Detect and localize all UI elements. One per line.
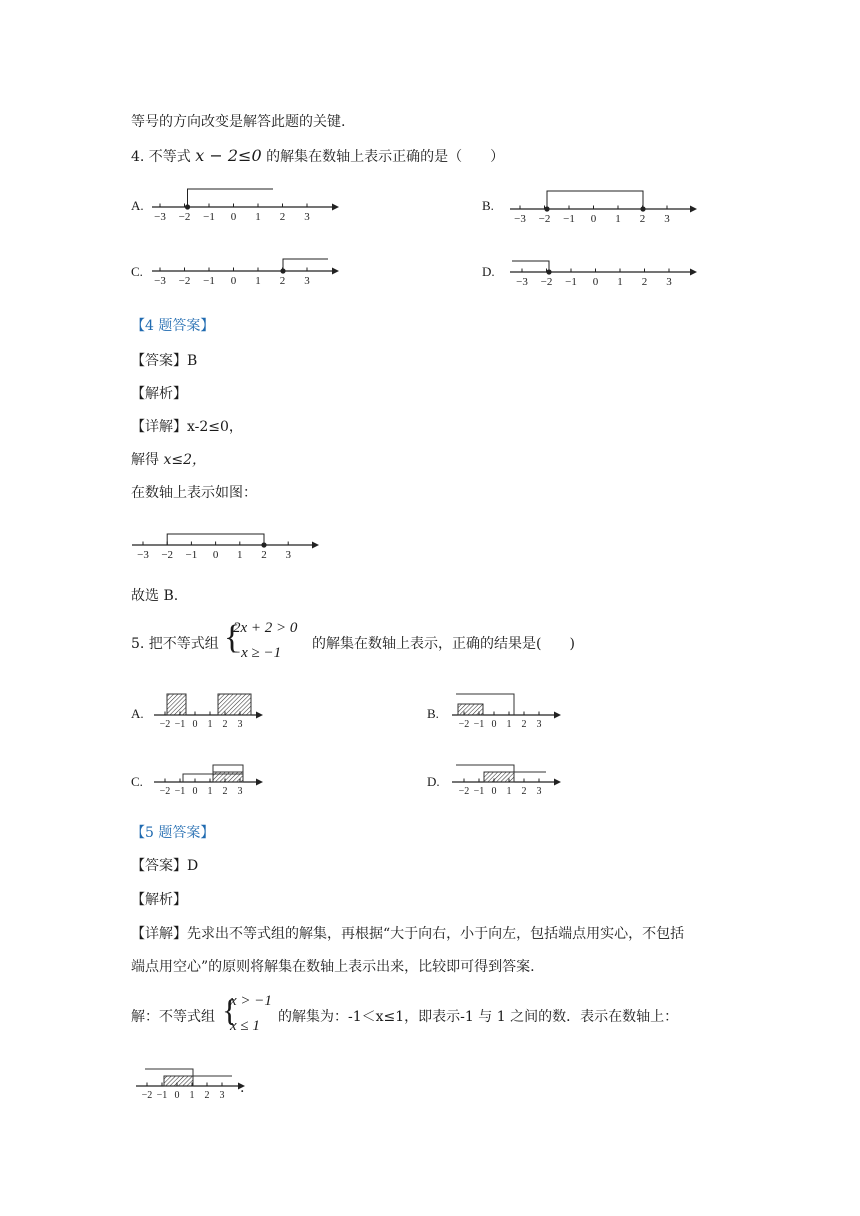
q4-step1-prefix: 解得	[131, 452, 164, 468]
q5-detail-line1: 【详解】先求出不等式组的解集，再根据“大于向右，小于向左，包括端点用实心，不包括	[131, 926, 685, 942]
q4-solution-number-line	[130, 526, 320, 570]
axis-tick-label: −3	[154, 275, 166, 287]
q4-option-a-label: A.	[131, 198, 144, 213]
q4-stem	[131, 146, 504, 167]
q5-option-a-label: A.	[131, 706, 144, 721]
axis-tick-label: 2	[279, 275, 286, 287]
q4-option-c-label: C.	[131, 264, 143, 279]
axis-tick-label: −1	[174, 719, 186, 730]
axis-arrow	[554, 712, 561, 719]
q4-option-d-label: D.	[482, 264, 495, 279]
q5-system-brace: {	[224, 619, 241, 656]
axis-tick-label: 0	[192, 786, 198, 797]
axis-tick-label: −1	[563, 213, 575, 222]
axis-arrow	[690, 206, 697, 213]
axis-tick-label: −2	[538, 213, 551, 222]
q5-solution-prefix: 解：不等式组	[131, 1009, 215, 1025]
axis-tick-label: 0	[230, 211, 237, 222]
q4-stem-prefix: 4. 不等式	[131, 149, 191, 165]
axis-tick-label: 3	[664, 213, 670, 222]
q5-option-a-number-line	[152, 690, 264, 730]
axis-tick-label: −1	[203, 211, 215, 222]
axis-tick-label: 3	[219, 1090, 225, 1101]
q4-analysis: 【解析】	[131, 386, 187, 402]
axis-tick-label: −2	[178, 275, 191, 287]
q5-solution-suffix: 的解集为：-1＜x≤1，即表示-1 与 1 之间的数．表示在数轴上：	[278, 1009, 679, 1025]
axis-tick-label: −2	[458, 719, 470, 730]
q5-system-line1: 2x + 2 > 0	[233, 620, 298, 636]
axis-tick-label: 0	[491, 786, 497, 797]
axis-tick-label: −2	[159, 786, 171, 797]
axis-tick-label: 0	[192, 719, 198, 730]
axis-tick-label: 1	[506, 786, 512, 797]
axis-tick-label: 1	[207, 786, 213, 797]
axis-arrow	[256, 712, 263, 719]
q5-option-c-label: C.	[131, 774, 143, 789]
q5-solution-period: .	[240, 1080, 245, 1096]
q4-detail: 【详解】x-2≤0，	[131, 419, 243, 435]
axis-tick-label: −2	[540, 276, 553, 288]
q4-option-d-number-line	[508, 252, 698, 292]
q5-option-b-label: B.	[427, 706, 439, 721]
solid-dot	[546, 269, 551, 274]
axis-tick-label: −3	[516, 276, 528, 288]
axis-tick-label: −1	[185, 549, 198, 561]
q4-stem-suffix: 的解集在数轴上表示正确的是（ ）	[266, 149, 505, 165]
axis-tick-label: 3	[536, 719, 542, 730]
axis-tick-label: −2	[161, 549, 174, 561]
axis-tick-label: −1	[473, 786, 485, 797]
axis-tick-label: 1	[189, 1090, 195, 1101]
q5-system-line2: −x ≥ −1	[231, 645, 282, 661]
q5-solution-line2: x ≤ 1	[230, 1018, 260, 1034]
axis-tick-label: 1	[255, 211, 261, 222]
axis-tick-label: 3	[304, 275, 310, 287]
axis-tick-label: −1	[156, 1090, 168, 1101]
axis-tick-label: 3	[237, 786, 243, 797]
axis-tick-label: 2	[222, 719, 228, 730]
axis-tick-label: −2	[159, 719, 171, 730]
solid-dot	[185, 204, 190, 209]
q5-solution-line1: x > −1	[230, 993, 272, 1009]
q5-option-c-number-line	[152, 760, 264, 800]
axis-tick-label: 1	[615, 213, 621, 222]
axis-tick-label: 1	[237, 549, 243, 561]
q5-answer-header: 【5 题答案】	[131, 825, 215, 841]
axis-tick-label: −2	[178, 211, 191, 222]
q4-conclusion: 故选 B.	[131, 588, 179, 604]
axis-tick-label: 2	[639, 213, 646, 222]
axis-tick-label: −3	[137, 549, 149, 561]
axis-tick-label: −1	[203, 275, 215, 287]
solid-dot-left	[544, 206, 549, 211]
axis-arrow	[690, 269, 697, 276]
axis-tick-label: 2	[279, 211, 286, 222]
q4-option-b-number-line	[508, 182, 698, 222]
axis-tick-label: 1	[255, 275, 261, 287]
axis-tick-label: 1	[207, 719, 213, 730]
axis-tick-label: 0	[174, 1090, 180, 1101]
q4-answer: 【答案】B	[131, 353, 198, 369]
axis-tick-label: 0	[230, 275, 237, 287]
axis-tick-label: 2	[641, 276, 648, 288]
axis-arrow	[554, 779, 561, 786]
axis-tick-label: 0	[491, 719, 497, 730]
q4-option-b-label: B.	[482, 198, 494, 213]
q5-stem-prefix: 5. 把不等式组	[131, 636, 219, 652]
axis-tick-label: 2	[521, 786, 527, 797]
q5-solution-number-line	[134, 1062, 246, 1102]
axis-tick-label: 3	[304, 211, 310, 222]
axis-arrow	[312, 542, 319, 549]
axis-tick-label: 0	[212, 549, 219, 561]
axis-tick-label: −1	[174, 786, 186, 797]
axis-tick-label: 2	[521, 719, 527, 730]
q5-option-d-number-line	[450, 760, 562, 800]
axis-tick-label: −1	[565, 276, 577, 288]
axis-tick-label: 2	[204, 1090, 210, 1101]
top-line: 等号的方向改变是解答此题的关键.	[131, 114, 346, 130]
axis-tick-label: −2	[458, 786, 470, 797]
axis-tick-label: −2	[141, 1090, 153, 1101]
axis-arrow	[256, 779, 263, 786]
q4-option-c-number-line	[150, 252, 340, 292]
q4-answer-header: 【4 题答案】	[131, 318, 215, 334]
axis-tick-label: 3	[285, 549, 291, 561]
q5-stem-suffix: 的解集在数轴上表示，正确的结果是( )	[312, 636, 575, 652]
q4-step2: 在数轴上表示如图：	[131, 485, 257, 501]
axis-tick-label: −3	[154, 211, 166, 222]
axis-tick-label: 3	[666, 276, 672, 288]
axis-tick-label: −1	[473, 719, 485, 730]
axis-tick-label: 2	[222, 786, 228, 797]
q4-step1	[131, 450, 206, 470]
axis-arrow	[332, 268, 339, 275]
q4-stem-math: x − 2≤0	[195, 146, 262, 165]
q5-option-b-number-line	[450, 690, 562, 730]
axis-tick-label: 0	[592, 276, 599, 288]
axis-tick-label: 2	[261, 549, 267, 561]
q5-answer: 【答案】D	[131, 858, 199, 874]
q4-option-a-number-line	[150, 182, 340, 222]
axis-arrow	[332, 204, 339, 211]
axis-tick-label: −3	[514, 213, 526, 222]
q5-detail-line2: 端点用空心”的原则将解集在数轴上表示出来，比较即可得到答案.	[131, 959, 535, 975]
axis-tick-label: 3	[536, 786, 542, 797]
q5-solution-brace: {	[222, 992, 238, 1028]
axis-tick-label: 3	[237, 719, 243, 730]
axis-tick-label: 1	[617, 276, 623, 288]
q4-step1-math: x≤2，	[163, 452, 206, 468]
q5-option-d-label: D.	[427, 774, 440, 789]
axis-tick-label: 1	[506, 719, 512, 730]
q5-analysis: 【解析】	[131, 892, 187, 908]
axis-tick-label: 0	[590, 213, 597, 222]
